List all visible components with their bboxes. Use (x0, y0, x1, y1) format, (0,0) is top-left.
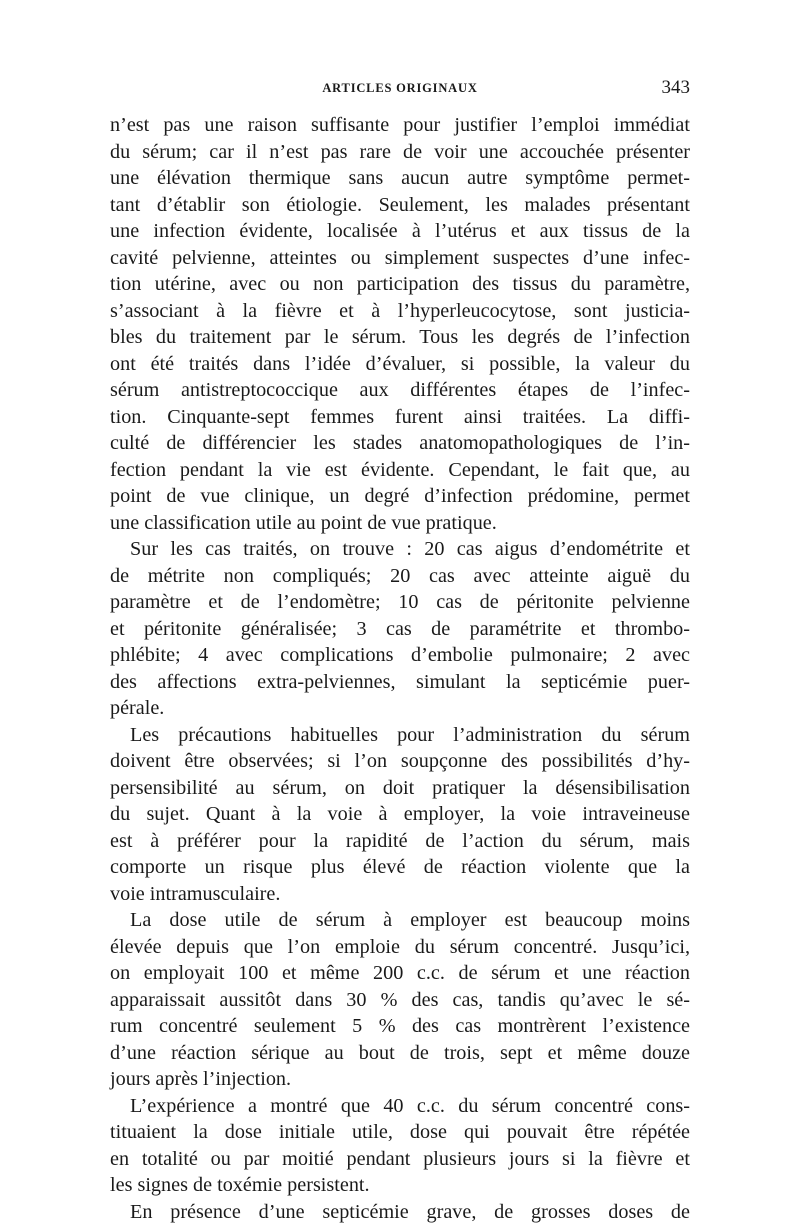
text-line: n’est pas une raison suffisante pour justifier l’emploi immédiat (110, 114, 690, 136)
text-line: jours après l’injection. (110, 1068, 292, 1090)
text-line: tion. Cinquante-sept femmes furent ainsi traitées. La diffi- (110, 405, 690, 428)
text-line: s’associant à la fièvre et à l’hyperleucocytose, sont justicia- (110, 299, 690, 322)
text-line: culté de différencier les stades anatomopathologiques de l’in- (110, 432, 690, 454)
text-line: et péritonite généralisée; 3 cas de paramétrite et thrombo- (110, 617, 690, 640)
text-line: paramètre et de l’endomètre; 10 cas de péritonite pelvienne (110, 591, 690, 613)
text-line: d’une réaction sérique au bout de trois, sept et même douze (110, 1041, 690, 1064)
text-line: de métrite non compliqués; 20 cas avec atteinte aiguë du (110, 564, 690, 587)
text-line: on employait 100 et même 200 c.c. de sérum et une réaction (110, 962, 690, 984)
text-line: pérale. (110, 697, 165, 719)
text-line: sérum antistreptococcique aux différentes étapes de l’infec- (110, 379, 690, 401)
text-line: voie intramusculaire. (110, 882, 281, 905)
page-number: 343 (661, 77, 690, 98)
text-line: une élévation thermique sans aucun autre symptôme permet- (110, 167, 690, 189)
text-line: doivent être observées; si l’on soupçonne des possibilités d’hy- (110, 750, 690, 772)
text-line: rum concentré seulement 5 % des cas montrèrent l’existence (110, 1015, 690, 1037)
body-text (110, 112, 690, 1225)
text-line: cavité pelvienne, atteintes ou simplement suspectes d’une infec- (110, 246, 690, 269)
running-head (110, 78, 690, 100)
text-line: du sujet. Quant à la voie à employer, la voie intraveineuse (110, 803, 690, 825)
text-line: L’expérience a montré que 40 c.c. du sérum concentré cons- (130, 1094, 690, 1117)
text-line: du sérum; car il n’est pas rare de voir une accouchée présenter (110, 140, 690, 163)
text-line: point de vue clinique, un degré d’infection prédomine, permet (110, 485, 690, 507)
text-line: persensibilité au sérum, on doit pratiquer la désensibilisation (110, 776, 690, 799)
text-line: En présence d’une septicémie grave, de grosses doses de (130, 1200, 690, 1223)
text-line: fection pendant la vie est évidente. Cependant, le fait que, au (110, 458, 690, 481)
text-line: tituaient la dose initiale utile, dose qui pouvait être répétée (110, 1121, 690, 1143)
text-line: Sur les cas traités, on trouve : 20 cas aigus d’endométrite et (130, 538, 690, 560)
text-line: phlébite; 4 avec complications d’embolie pulmonaire; 2 avec (110, 644, 690, 666)
section-title: ARTICLES ORIGINAUX (322, 81, 478, 95)
text-line: bles du traitement par le sérum. Tous les degrés de l’infection (110, 326, 690, 348)
text-line: une classification utile au point de vue pratique. (110, 511, 497, 534)
text-line: La dose utile de sérum à employer est beaucoup moins (130, 909, 690, 931)
text-line: en totalité ou par moitié pendant plusieurs jours si la fièvre et (110, 1147, 690, 1170)
text-line: les signes de toxémie persistent. (110, 1174, 370, 1196)
text-line: tion utérine, avec ou non participation des tissus du paramètre, (110, 273, 690, 295)
text-line: tant d’établir son étiologie. Seulement, les malades présentant (110, 193, 690, 216)
text-line: une infection évidente, localisée à l’utérus et aux tissus de la (110, 220, 690, 242)
text-line: comporte un risque plus élevé de réaction violente que la (110, 856, 690, 878)
text-line: Les précautions habituelles pour l’administration du sérum (130, 723, 690, 746)
text-line: est à préférer pour la rapidité de l’action du sérum, mais (110, 829, 690, 852)
text-line: des affections extra-pelviennes, simulant la septicémie puer- (110, 670, 690, 693)
text-line: apparaissait aussitôt dans 30 % des cas, tandis qu’avec le sé- (110, 988, 690, 1011)
text-line: ont été traités dans l’idée d’évaluer, si possible, la valeur du (110, 352, 690, 375)
text-line: élevée depuis que l’on emploie du sérum concentré. Jusqu’ici, (110, 935, 690, 958)
